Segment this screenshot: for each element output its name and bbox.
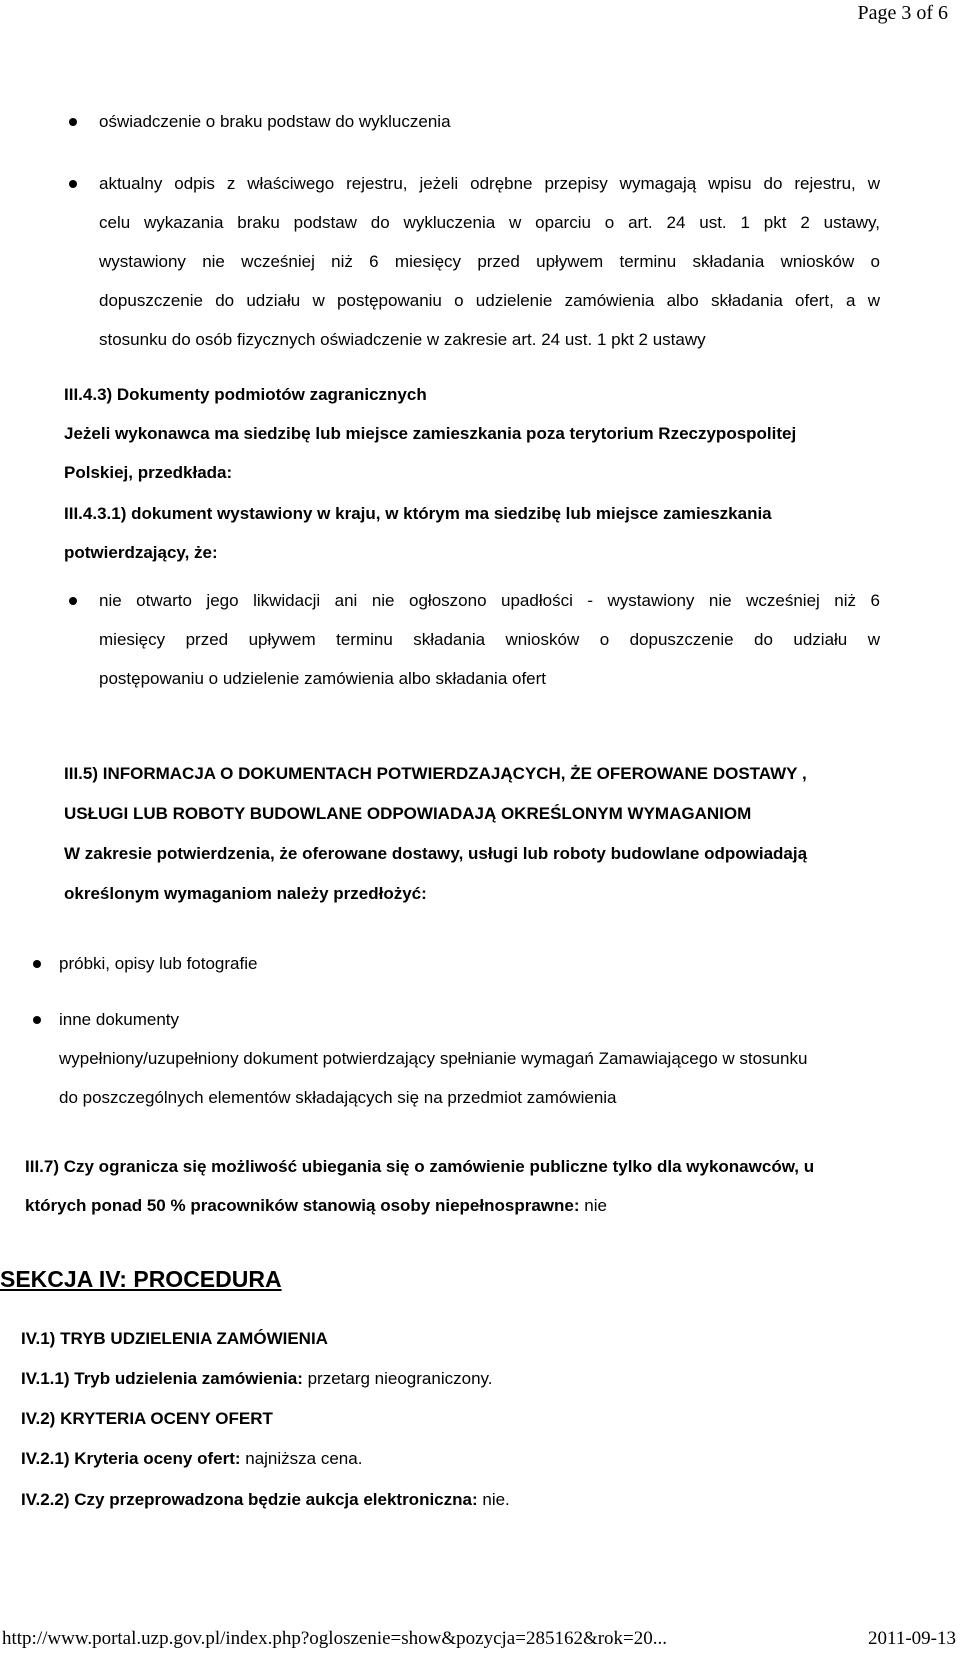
bullet-dot [69, 597, 77, 605]
bullet-dot [33, 960, 41, 968]
section-title: SEKCJA IV: PROCEDURA [0, 1266, 282, 1292]
subsection-heading: IV.1) TRYB UDZIELENIA ZAMÓWIENIA [21, 1329, 328, 1348]
answer-value: nie [579, 1196, 607, 1215]
field-row [21, 1448, 362, 1470]
list-item-line: wystawiony nie wcześniej niż 6 miesięcy przed upływem terminu składania wniosków o [99, 252, 880, 271]
bullet-dot [33, 1016, 41, 1024]
paragraph-line: wypełniony/uzupełniony dokument potwierdzający spełnianie wymagań Zamawiającego w stosunku [59, 1049, 808, 1068]
paragraph-line: W zakresie potwierdzenia, że oferowane dostawy, usługi lub roboty budowlane odpowiadają [64, 844, 808, 863]
field-value: nie. [477, 1490, 510, 1509]
section-heading: III.4.3) Dokumenty podmiotów zagranicznych [64, 385, 427, 404]
paragraph-line: Polskiej, przedkłada: [64, 463, 233, 482]
page-number: Page 3 of 6 [857, 2, 948, 24]
question-label: których ponad 50 % pracowników stanowią osoby niepełnosprawne: [25, 1196, 580, 1215]
section-heading: III.5) INFORMACJA O DOKUMENTACH POTWIERDZAJĄCYCH, ŻE OFEROWANE DOSTAWY , [64, 764, 807, 783]
list-item-line: dopuszczenie do udziału w postępowaniu o udzielenie zamówienia albo składania ofert, a w [99, 291, 880, 310]
section-heading: USŁUGI LUB ROBOTY BUDOWLANE ODPOWIADAJĄ OKREŚLONYM WYMAGANIOM [64, 804, 752, 823]
list-item-line: postępowaniu o udzielenie zamówienia albo składania ofert [99, 669, 547, 688]
list-item-line: stosunku do osób fizycznych oświadczenie w zakresie art. 24 ust. 1 pkt 2 ustawy [99, 330, 706, 349]
bullet-dot [69, 118, 77, 126]
paragraph-line: Jeżeli wykonawca ma siedzibę lub miejsce zamieszkania poza terytorium Rzeczypospolitej [64, 424, 797, 443]
list-item: oświadczenie o braku podstaw do wykluczenia [99, 112, 451, 131]
paragraph-line: potwierdzający, że: [64, 543, 218, 562]
paragraph-line [25, 1195, 607, 1217]
list-item: próbki, opisy lub fotografie [59, 954, 258, 973]
field-label: IV.1.1) Tryb udzielenia zamówienia: [21, 1369, 303, 1388]
section-heading: III.7) Czy ogranicza się możliwość ubiegania się o zamówienie publiczne tylko dla wykonawców, u [25, 1157, 815, 1176]
field-row [21, 1489, 510, 1511]
paragraph-line: III.4.3.1) dokument wystawiony w kraju, w którym ma siedzibę lub miejsce zamieszkania [64, 504, 772, 523]
footer-date: 2011-09-13 [868, 1628, 956, 1649]
list-item: inne dokumenty [59, 1010, 180, 1029]
field-row [21, 1368, 492, 1390]
subsection-heading: IV.2) KRYTERIA OCENY OFERT [21, 1409, 273, 1428]
list-item-line: nie otwarto jego likwidacji ani nie ogłoszono upadłości - wystawiony nie wcześniej niż 6 [99, 591, 880, 610]
footer-url: http://www.portal.uzp.gov.pl/index.php?ogloszenie=show&pozycja=285162&rok=20... [2, 1628, 668, 1649]
list-item-line: celu wykazania braku podstaw do wykluczenia w oparciu o art. 24 ust. 1 pkt 2 ustawy, [99, 213, 880, 232]
bullet-dot [69, 180, 77, 188]
list-item-line: aktualny odpis z właściwego rejestru, jeżeli odrębne przepisy wymagają wpisu do rejestru, w [99, 174, 880, 193]
list-item-line: miesięcy przed upływem terminu składania wniosków o dopuszczenie do udziału w [99, 630, 880, 649]
paragraph-line: określonym wymaganiom należy przedłożyć: [64, 884, 427, 903]
field-label: IV.2.1) Kryteria oceny ofert: [21, 1449, 241, 1468]
field-value: przetarg nieograniczony. [302, 1369, 493, 1388]
field-value: najniższa cena. [240, 1449, 363, 1468]
paragraph-line: do poszczególnych elementów składających się na przedmiot zamówienia [59, 1088, 617, 1107]
field-label: IV.2.2) Czy przeprowadzona będzie aukcja elektroniczna: [21, 1490, 478, 1509]
